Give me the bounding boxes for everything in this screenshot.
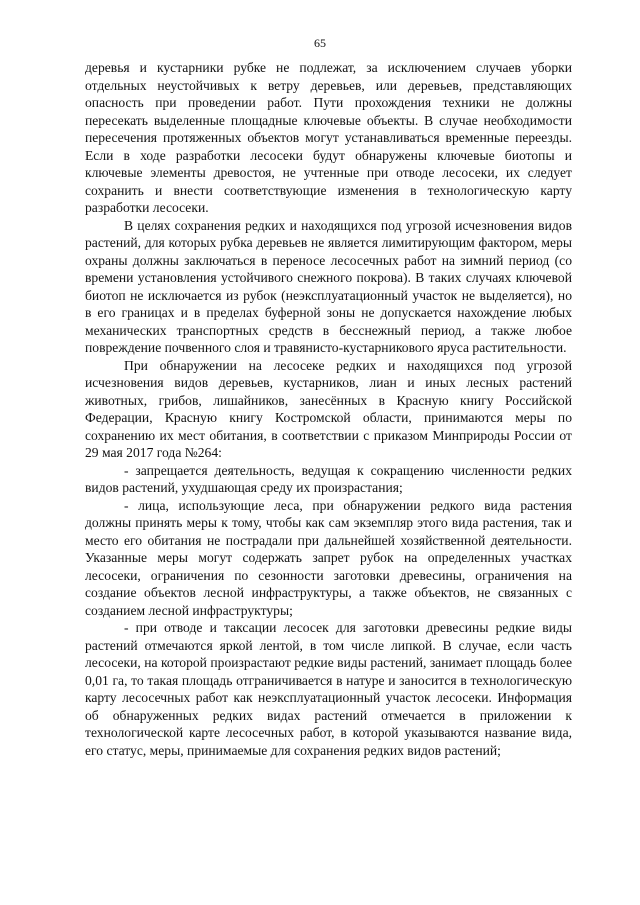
list-item-marking-rare-species: - при отводе и таксации лесосек для заготовки древесины редкие виды растений отмечаются яркой лентой, в том числе липкой. В случае, если часть лесосеки, на которой произрастают редкие виды растений, занимает площадь более 0,01 га, то такая площадь отграничивается в натуре и заносится в технологическую карту лесосечных работ как неэксплуатационный участок лесосеки. Информация об обнаруженных редких видах растений отмечается в приложении к технологической карте лесосечных работ, в которой указываются название вида, его статус, меры, принимаемые для сохранения редких видов растений; [85, 620, 572, 758]
paragraph-red-book-measures: При обнаружении на лесосеке редких и находящихся под угрозой исчезновения видов деревьев, кустарников, лиан и иных лесных растений животных, грибов, лишайников, занесённых в Красную книгу Российской Федерации, Красную книгу Костромской области, принимаются меры по сохранению их мест обитания, в соответствии с приказом Минприроды России от 29 мая 2017 года №264: [85, 357, 572, 460]
list-item-forest-users-measures: - лица, использующие леса, при обнаружении редкого вида растения должны принять меры к тому, чтобы как сам экземпляр этого вида растения, так и место его обитания не пострадали при дальнейшей хозяйственной деятельности. Указанные меры могут содержать запрет рубок на определенных участках лесосеки, ограничения по сезонности заготовки древесины, ограничения на создание объектов лесной инфраструктуры, а также объектов, не связанных с созданием лесной инфраструктуры; [85, 497, 572, 618]
page-number: 65 [314, 36, 326, 50]
document-body [85, 59, 572, 759]
paragraph-rare-species-protection: В целях сохранения редких и находящихся под угрозой исчезновения видов растений, для которых рубка деревьев не является лимитирующим фактором, меры охраны должны заключаться в переносе лесосечных работ на зимний период (со времени установления устойчивого снежного покрова). В таких случаях ключевой биотоп не исключается из рубок (неэксплуатационный участок не выделяется), но в его границах и в пределах буферной зоны не допускается нахождение любых механических транспортных средств в бесснежный период, а также любое повреждение почвенного слоя и травянисто-кустарникового яруса растительности. [85, 217, 572, 355]
list-item-activity-ban: - запрещается деятельность, ведущая к сокращению численности редких видов растений, ухудшающая среду их произрастания; [85, 462, 572, 495]
paragraph-continuation: деревья и кустарники рубке не подлежат, за исключением случаев уборки отдельных неустойчивых к ветру деревьев, или деревьев, представляющих опасность при проведении работ. Пути прохождения техники не должны пересекать выделенные площадные ключевые объекты. В случае необходимости пересечения протяженных объектов могут устанавливаться временные переезды. Если в ходе разработки лесосеки будут обнаружены ключевые биотопы и ключевые элементы древостоя, не учтенные при отводе лесосеки, их следует сохранить и внести соответствующие изменения в технологическую карту разработки лесосеки. [85, 60, 572, 215]
